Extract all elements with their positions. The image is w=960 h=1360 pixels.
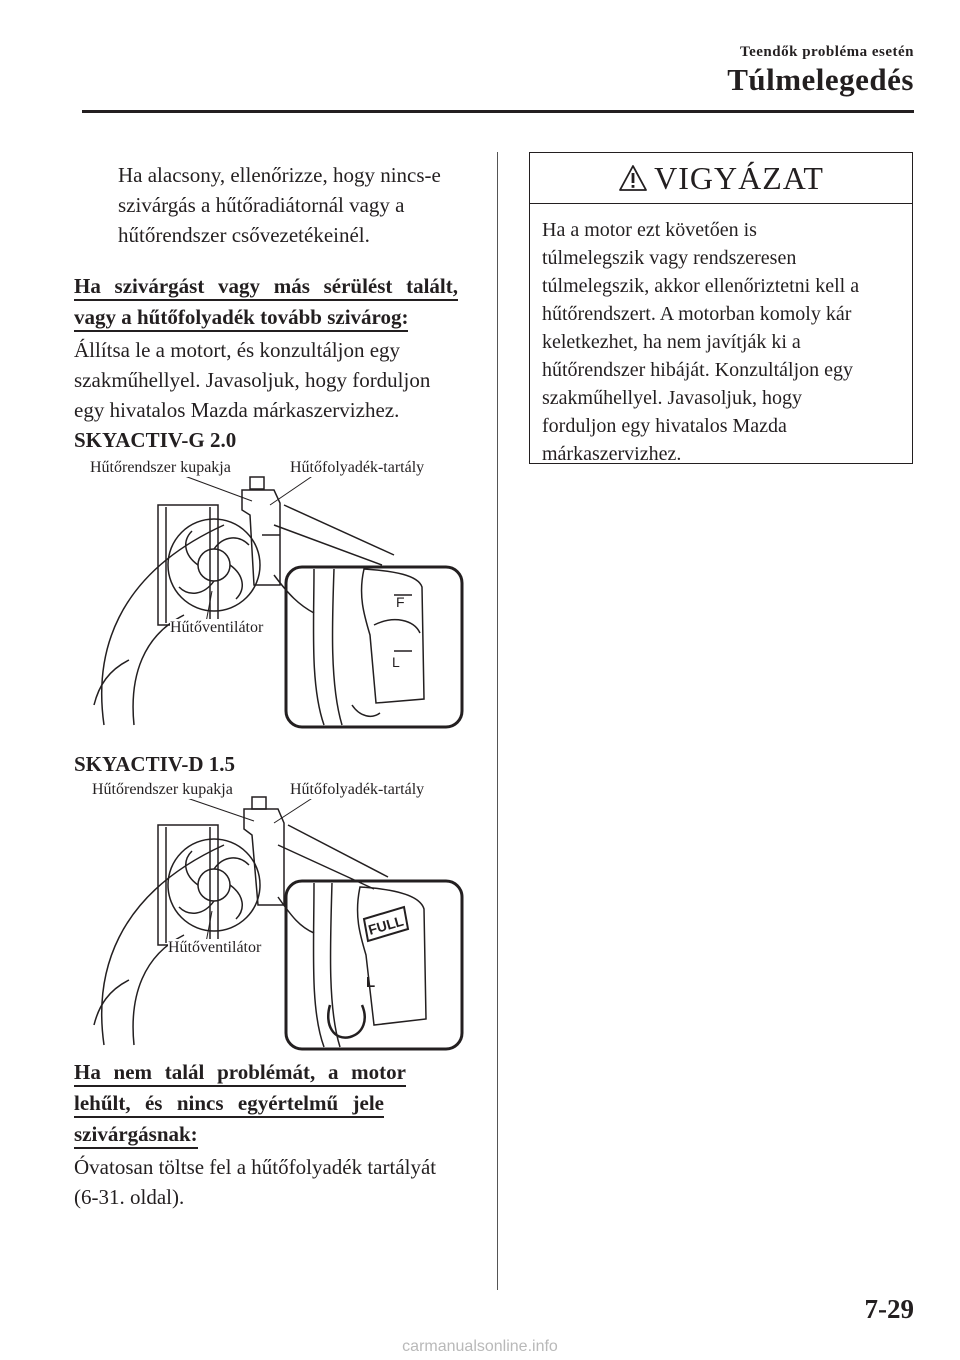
- warning-box: [529, 152, 913, 464]
- section-title: Teendők probléma esetén: [739, 44, 914, 60]
- warning-header: [530, 153, 912, 204]
- label-radiator-cap: Hűtőrendszer kupakja: [90, 459, 231, 476]
- paragraph-stop-engine: [74, 335, 474, 425]
- tank-low-mark: L: [366, 974, 376, 991]
- text-line: túlmelegszik vagy rendszeresen: [542, 247, 797, 269]
- engine-bay-figure-d15: [74, 779, 474, 1055]
- header-rule: [82, 110, 914, 113]
- text-line: Ha a motor ezt követően is: [542, 219, 757, 241]
- paragraph-refill: [74, 1152, 474, 1212]
- watermark: carmanualsonline.info: [402, 1338, 558, 1355]
- intro-paragraph: [74, 160, 474, 250]
- label-coolant-reservoir: Hűtőfolyadék-tartály: [290, 781, 425, 798]
- model-heading-d15: SKYACTIV-D 1.5: [74, 752, 236, 776]
- subheading-line: Ha nem talál problémát, a motor: [74, 1057, 406, 1088]
- text-line: keletkezhet, ha nem javítják ki a: [542, 331, 801, 353]
- text-line: túlmelegszik, akkor ellenőriztetni kell a: [542, 275, 860, 297]
- text-line: szivárgás a hűtőradiátornál vagy a: [118, 193, 405, 217]
- engine-bay-illustration: [74, 779, 474, 1055]
- label-coolant-reservoir: Hűtőfolyadék-tartály: [290, 459, 425, 476]
- left-column: [74, 150, 474, 1212]
- text-line: szakműhellyel. Javasoljuk, hogy forduljon: [74, 368, 431, 392]
- label-radiator-cap: Hűtőrendszer kupakja: [92, 781, 233, 798]
- column-divider: [497, 152, 498, 1290]
- subheading-leak: [74, 271, 474, 333]
- subheading-line: lehűlt, és nincs egyértelmű jele: [74, 1088, 384, 1119]
- text-line: (6-31. oldal).: [74, 1185, 185, 1209]
- tank-full-mark: F: [396, 594, 405, 610]
- text-line: Óvatosan töltse fel a hűtőfolyadék tartályát: [74, 1155, 437, 1179]
- warning-text: [530, 204, 912, 468]
- label-cooling-fan: Hűtőventilátor: [168, 939, 262, 956]
- text-line: hűtőrendszer csővezetékeinél.: [118, 223, 370, 247]
- page-title: Túlmelegedés: [727, 62, 914, 97]
- text-line: Ha alacsony, ellenőrizze, hogy nincs-e: [118, 163, 441, 187]
- text-line: egy hivatalos Mazda márkaszervizhez.: [74, 398, 400, 422]
- subheading-line: Ha szivárgást vagy más sérülést talált,: [74, 271, 458, 302]
- warning-triangle-icon: [618, 164, 648, 192]
- subheading-no-problem: [74, 1057, 474, 1150]
- tank-low-mark: L: [392, 654, 400, 670]
- text-line: márkaszervizhez.: [542, 443, 682, 465]
- engine-bay-illustration: [74, 455, 474, 735]
- page-number: 7-29: [864, 1294, 914, 1324]
- text-line: szakműhellyel. Javasoljuk, hogy: [542, 387, 802, 409]
- engine-bay-figure-g20: [74, 455, 474, 735]
- text-line: hűtőrendszert. A motorban komoly kár: [542, 303, 852, 325]
- tank-full-mark: FULL: [366, 912, 406, 938]
- subheading-line: szivárgásnak:: [74, 1119, 474, 1150]
- text-line: hűtőrendszer hibáját. Konzultáljon egy: [542, 359, 854, 381]
- text-line: forduljon egy hivatalos Mazda: [542, 415, 787, 437]
- model-heading-g20: SKYACTIV-G 2.0: [74, 428, 237, 452]
- label-cooling-fan: Hűtőventilátor: [170, 619, 264, 636]
- subheading-line: vagy a hűtőfolyadék tovább szivárog:: [74, 302, 474, 333]
- warning-title: VIGYÁZAT: [654, 159, 824, 196]
- text-line: Állítsa le a motort, és konzultáljon egy: [74, 338, 401, 362]
